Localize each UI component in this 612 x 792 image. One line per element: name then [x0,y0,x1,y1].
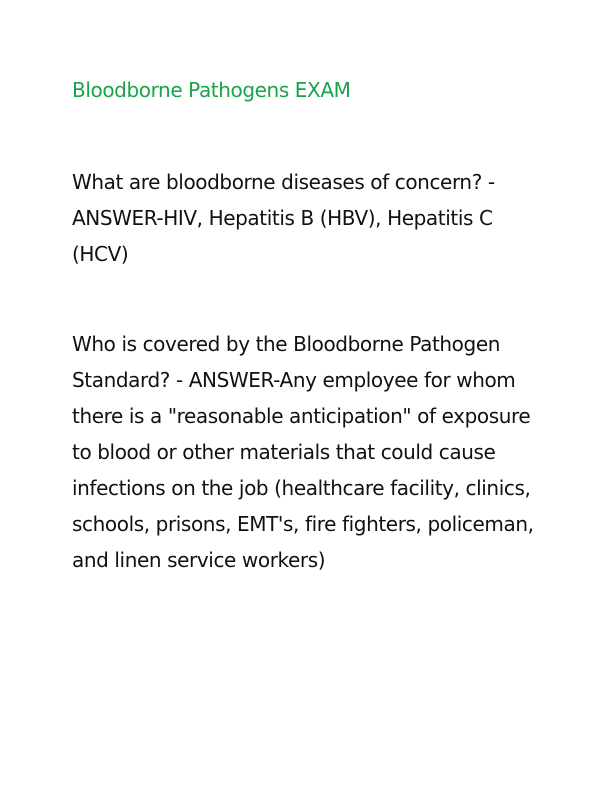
qa-entry-who-is-covered: Who is covered by the Bloodborne Pathogen Standard? - ANSWER-Any employee for whom there is a "reasonable anticipation" of exposure to blood or other materials that could cause infections on the job (healthcare facility, clinics, schools, prisons, EMT's, fire fighters, policeman, and linen service workers) [72,332,534,572]
qa-entry-bloodborne-diseases: What are bloodborne diseases of concern? - ANSWER-HIV, Hepatitis B (HBV), Hepatitis C (HCV) [72,170,495,266]
document-title: Bloodborne Pathogens EXAM [72,78,351,102]
